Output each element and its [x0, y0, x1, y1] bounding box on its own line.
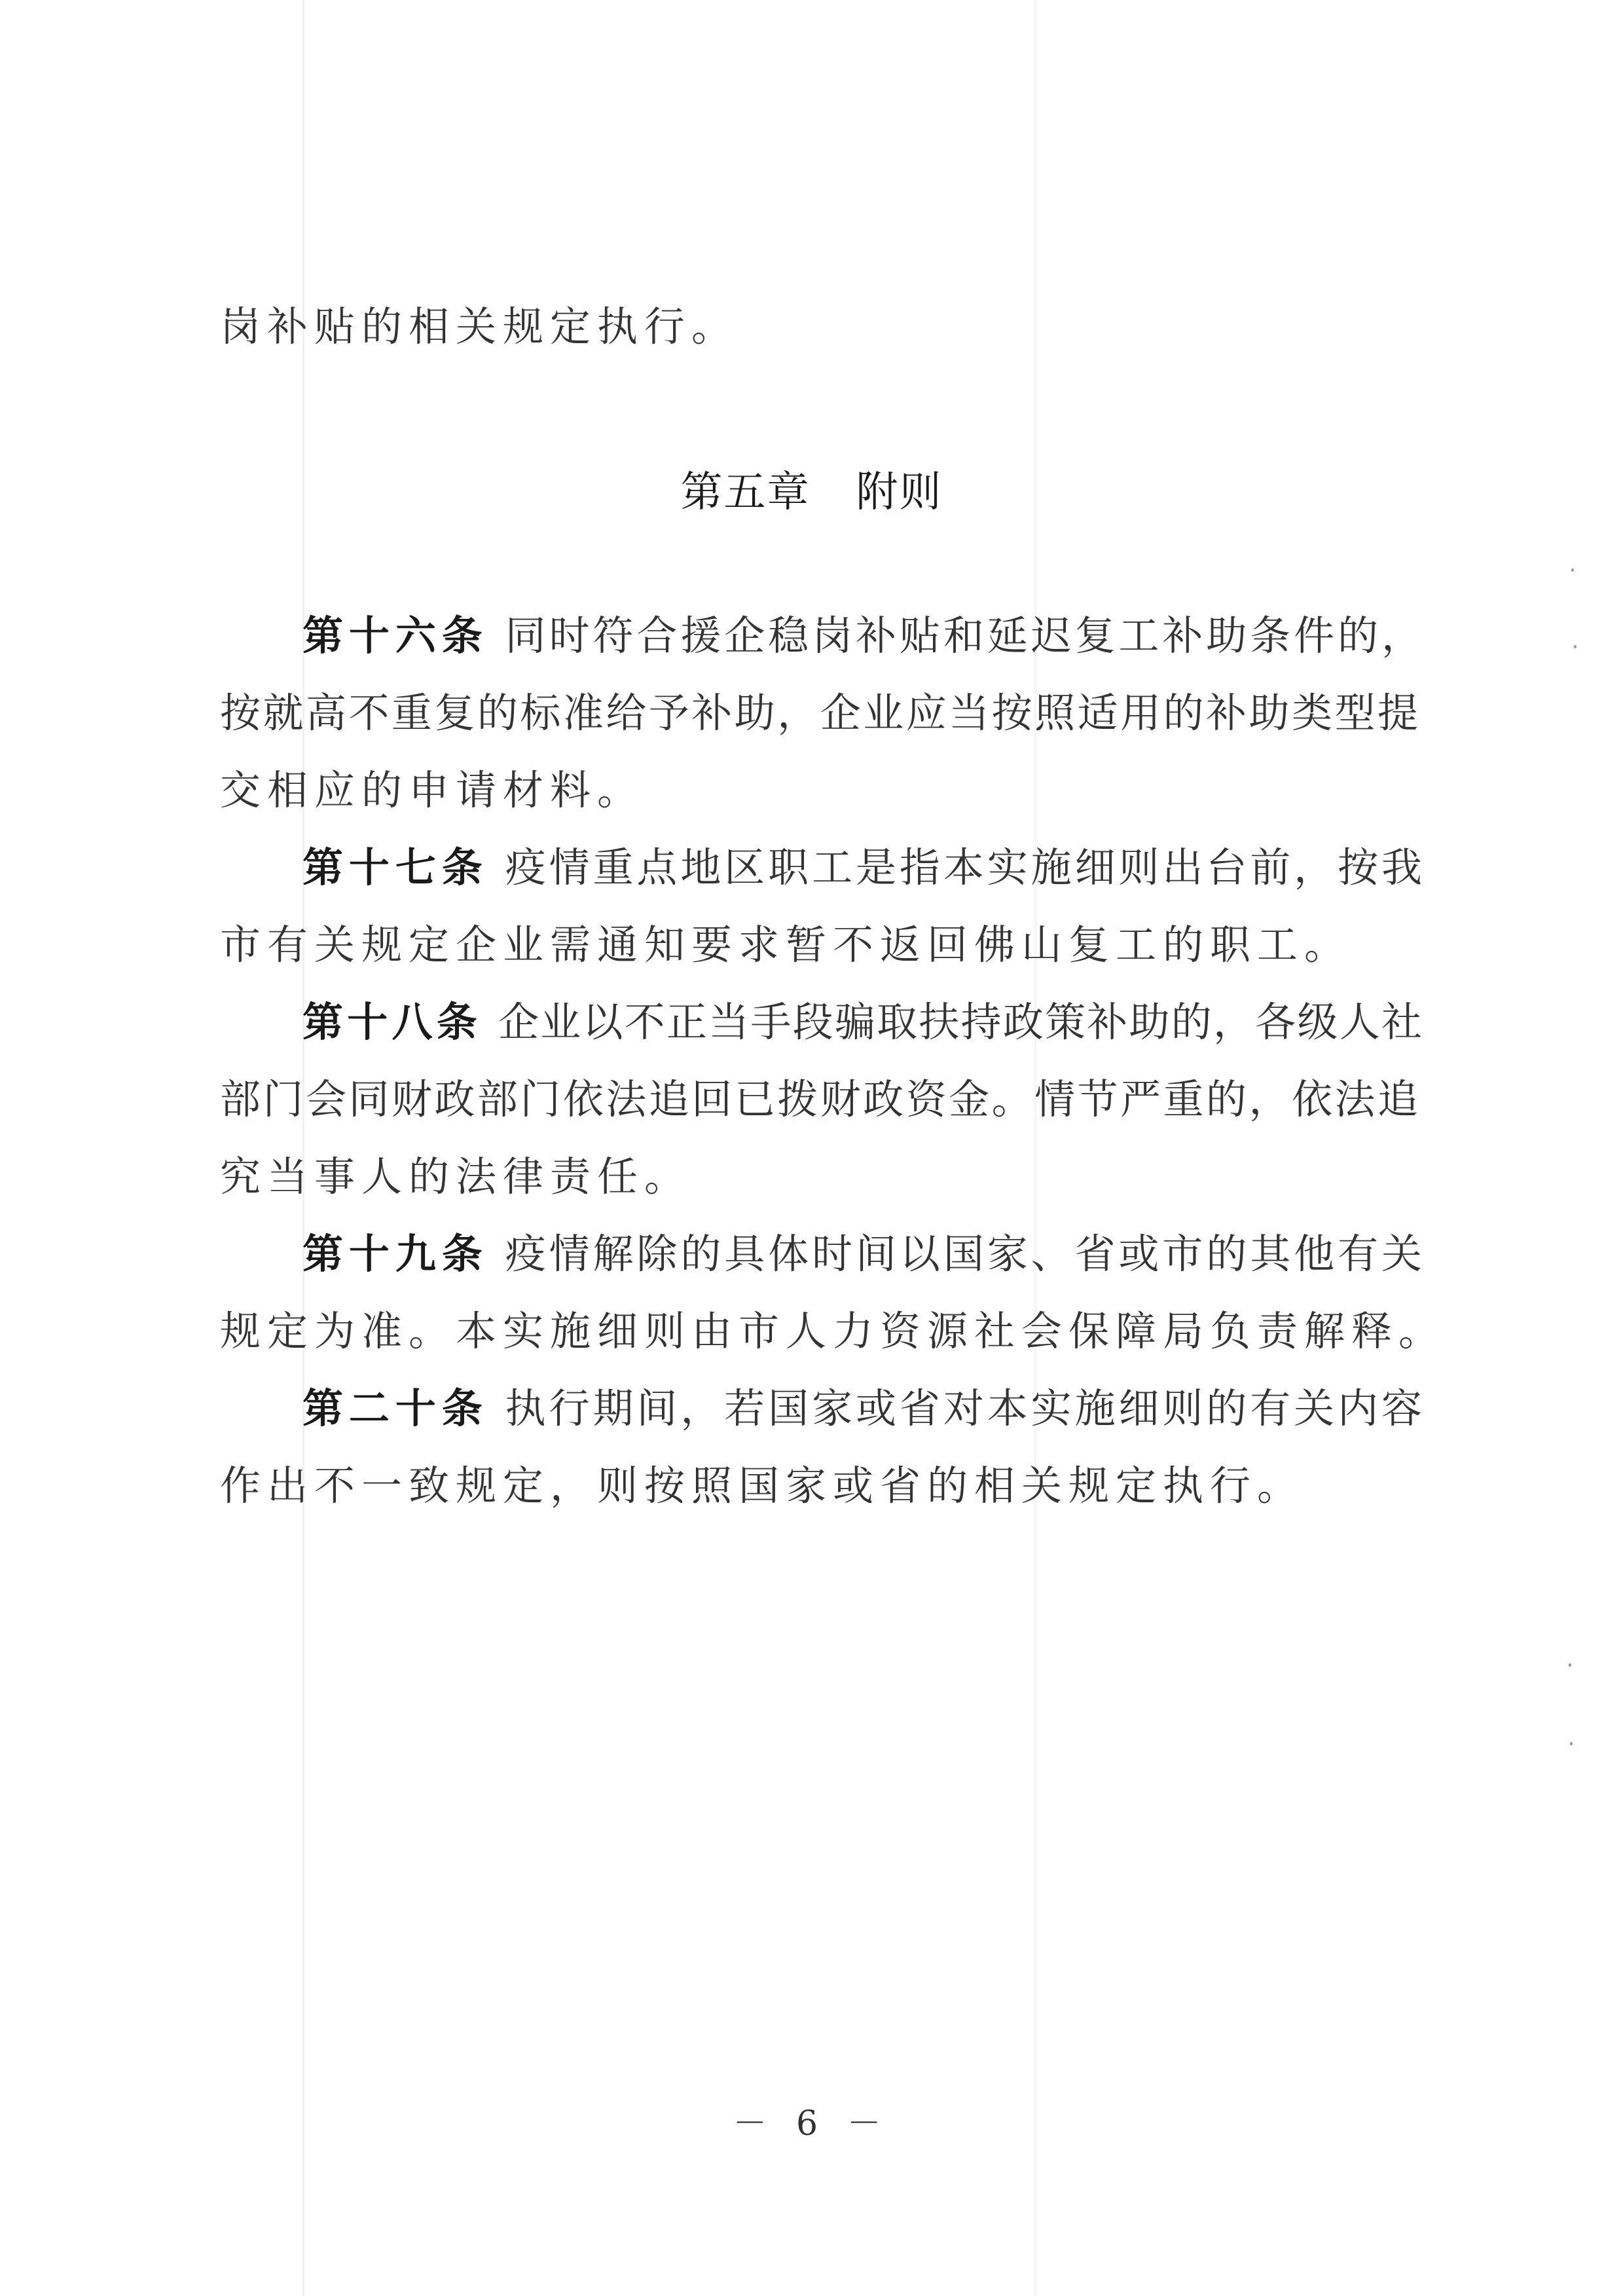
article-20-line-2: 作出不一致规定，则按照国家或省的相关规定执行。: [220, 1462, 1305, 1509]
article-18-label: 第十八条: [302, 998, 481, 1046]
chapter-number: 第五章: [680, 468, 811, 517]
article-16-label: 第十六条: [302, 612, 488, 659]
article-17-line-2: 市有关规定企业需通知要求暂不返回佛山复工的职工。: [220, 921, 1352, 969]
chapter-title: 附则: [856, 468, 943, 517]
scan-speck: [1570, 1742, 1573, 1745]
scan-speck: [1571, 568, 1574, 572]
scan-speck: [1574, 645, 1577, 648]
article-19-line-2: 规定为准。本实施细则由市人力资源社会保障局负责解释。: [220, 1307, 1446, 1355]
scan-speck: [1569, 1663, 1571, 1667]
article-20-line-1: 第二十条 执行期间，若国家或省对本实施细则的有关内容: [302, 1384, 1422, 1432]
article-20-label: 第二十条: [302, 1384, 488, 1432]
article-19-label: 第十九条: [302, 1230, 488, 1278]
article-18-line-3: 究当事人的法律责任。: [220, 1153, 692, 1200]
article-19-line-1: 第十九条 疫情解除的具体时间以国家、省或市的其他有关: [302, 1230, 1422, 1278]
article-18-line-1: 第十八条 企业以不正当手段骗取扶持政策补助的，各级人社: [302, 998, 1422, 1046]
article-17-label: 第十七条: [302, 843, 488, 891]
chapter-heading: [0, 458, 1623, 519]
carryover-text: 岗补贴的相关规定执行。: [220, 303, 739, 350]
article-16-line-3: 交相应的申请材料。: [220, 766, 645, 814]
scan-crease: [1034, 0, 1036, 2296]
article-17-line-1: 第十七条 疫情重点地区职工是指本实施细则出台前，按我: [302, 843, 1422, 891]
article-16-line-1: 第十六条 同时符合援企稳岗补贴和延迟复工补助条件的，: [302, 612, 1422, 659]
article-16-line-2: 按就高不重复的标准给予补助，企业应当按照适用的补助类型提: [220, 689, 1418, 737]
article-18-line-2: 部门会同财政部门依法追回已拨财政资金。情节严重的，依法追: [220, 1075, 1418, 1123]
page-number: － 6 －: [733, 2104, 890, 2143]
